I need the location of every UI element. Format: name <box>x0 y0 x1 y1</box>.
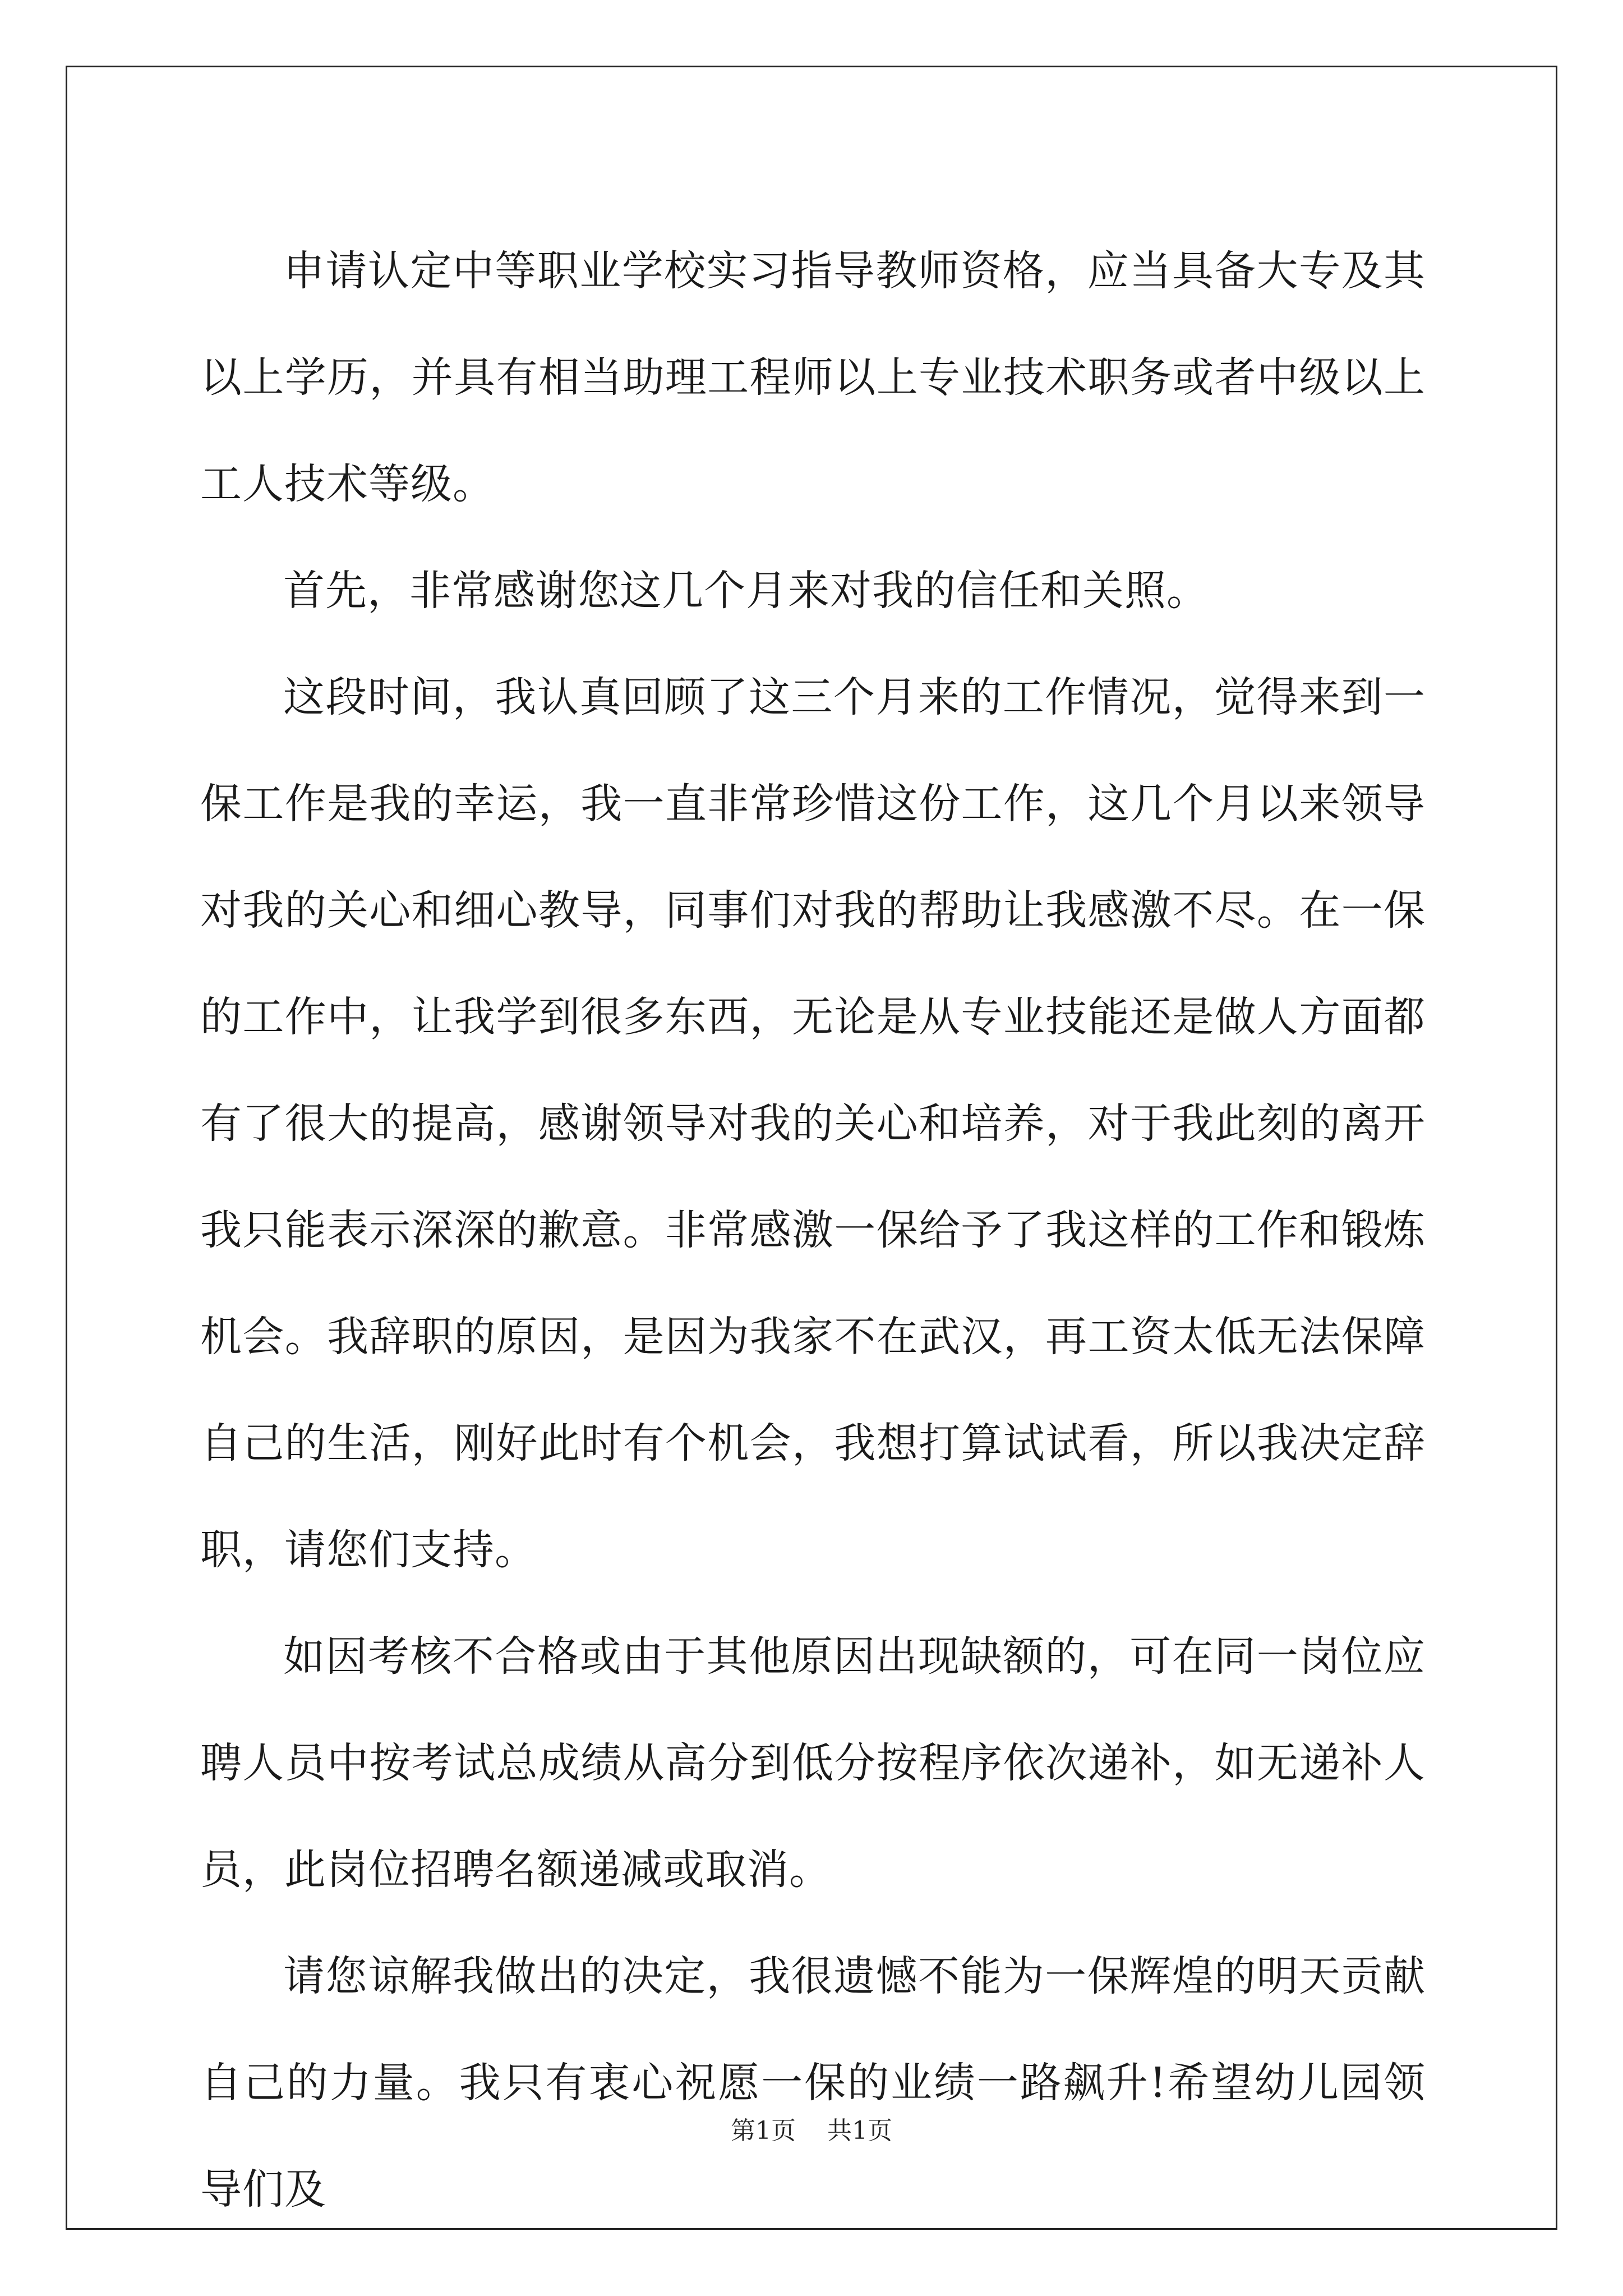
page-total: 共1页 <box>827 2116 892 2145</box>
paragraph-3: 这段时间，我认真回顾了这三个月来的工作情况，觉得来到一保工作是我的幸运，我一直非常珍惜这份工作，这几个月以来领导对我的关心和细心教导，同事们对我的帮助让我感激不尽。在一保的工作中，让我学到很多东西，无论是从专业技能还是做人方面都有了很大的提高，感谢领导对我的关心和培养，对于我此刻的离开我只能表示深深的歉意。非常感激一保给予了我这样的工作和锻炼机会。我辞职的原因，是因为我家不在武汉，再工资太低无法保障自己的生活，刚好此时有个机会，我想打算试试看，所以我决定辞职，请您们支持。 <box>200 673 1426 1574</box>
paragraph-4: 如因考核不合格或由于其他原因出现缺额的，可在同一岗位应聘人员中按考试总成绩从高分到低分按程序依次递补，如无递补人员，此岗位招聘名额递减或取消。 <box>200 1632 1426 1894</box>
paragraph-2: 首先，非常感谢您这几个月来对我的信任和关照。 <box>283 567 1209 615</box>
document-body <box>200 218 1426 2243</box>
paragraph-1: 申请认定中等职业学校实习指导教师资格，应当具备大专及其以上学历，并具有相当助理工程师以上专业技术职务或者中级以上工人技术等级。 <box>200 247 1426 508</box>
page-footer <box>0 2110 1623 2146</box>
paragraph-5: 请您谅解我做出的决定，我很遗憾不能为一保辉煌的明天贡献自己的力量。我只有衷心祝愿一保的业绩一路飙升!希望幼儿园领导们及 <box>200 1952 1426 2214</box>
page-number: 第1页 <box>731 2116 796 2145</box>
